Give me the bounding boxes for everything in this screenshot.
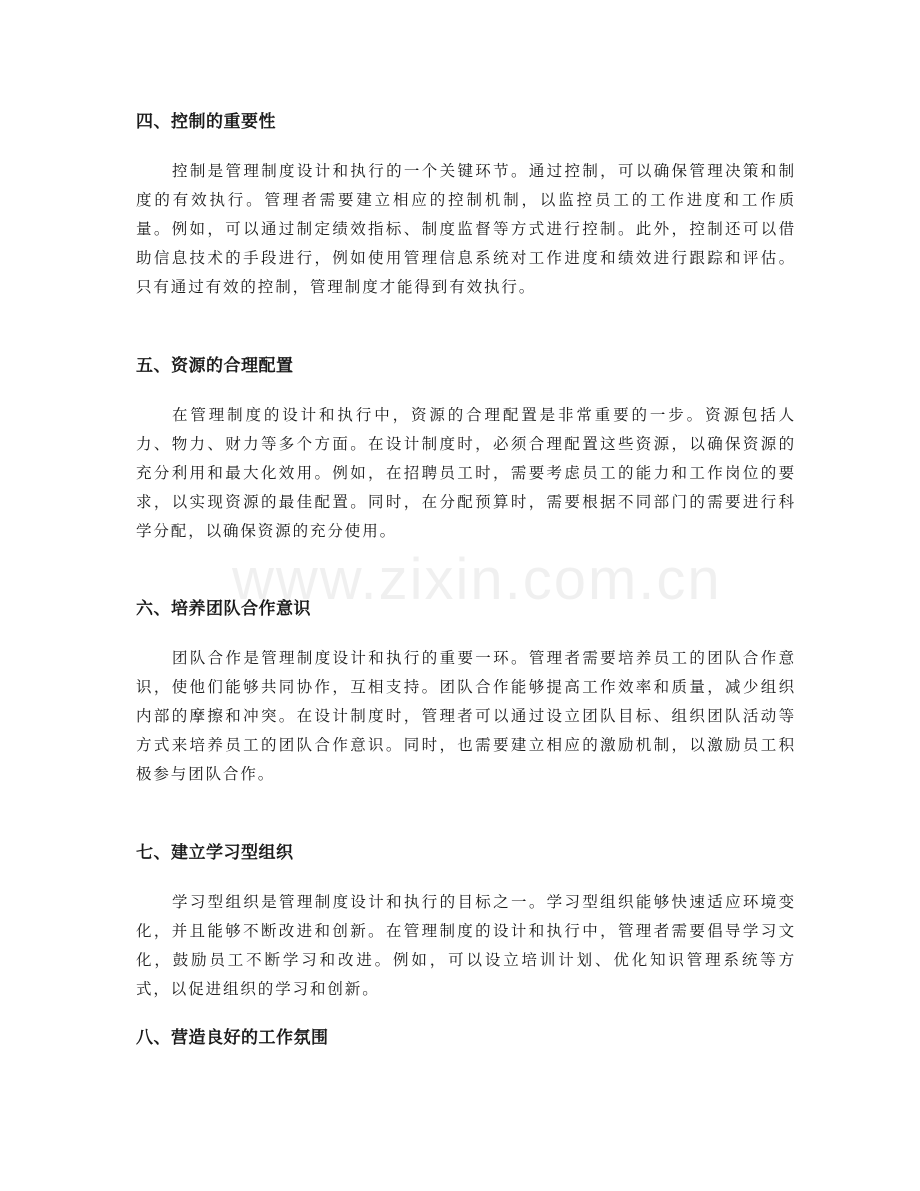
section-heading-learning-org: 七、建立学习型组织 [136,843,294,863]
section-body-teamwork: 团队合作是管理制度设计和执行的重要一环。管理者需要培养员工的团队合作意识，使他们能够共同协作，互相支持。团队合作能够提高工作效率和质量，减少组织内部的摩擦和冲突。在设计制度时，管理者可以通过设立团队目标、组织团队活动等方式来培养员工的团队合作意识。同时，也需要建立相应的激励机制，以激励员工积极参与团队合作。 [136,649,796,783]
section-body-resources: 在管理制度的设计和执行中，资源的合理配置是非常重要的一步。资源包括人力、物力、财力等多个方面。在设计制度时，必须合理配置这些资源，以确保资源的充分利用和最大化效用。例如，在招聘员工时，需要考虑员工的能力和工作岗位的要求，以实现资源的最佳配置。同时，在分配预算时，需要根据不同部门的需要进行科学分配，以确保资源的充分使用。 [136,406,796,540]
section-body-learning-org: 学习型组织是管理制度设计和执行的目标之一。学习型组织能够快速适应环境变化，并且能够不断改进和创新。在管理制度的设计和执行中，管理者需要倡导学习文化，鼓励员工不断学习和改进。例如，可以设立培训计划、优化知识管理系统等方式，以促进组织的学习和创新。 [136,893,796,998]
section-heading-resources: 五、资源的合理配置 [136,356,294,376]
section-heading-work-atmosphere: 八、营造良好的工作氛围 [136,1028,329,1048]
section-heading-teamwork: 六、培养团队合作意识 [136,599,311,619]
watermark-text: www.zixin.com.cn [232,547,722,612]
section-body-control: 控制是管理制度设计和执行的一个关键环节。通过控制，可以确保管理决策和制度的有效执行。管理者需要建立相应的控制机制，以监控员工的工作进度和工作质量。例如，可以通过制定绩效指标、制度监督等方式进行控制。此外，控制还可以借助信息技术的手段进行，例如使用管理信息系统对工作进度和绩效进行跟踪和评估。只有通过有效的控制，管理制度才能得到有效执行。 [136,162,796,296]
section-heading-control: 四、控制的重要性 [136,112,276,132]
